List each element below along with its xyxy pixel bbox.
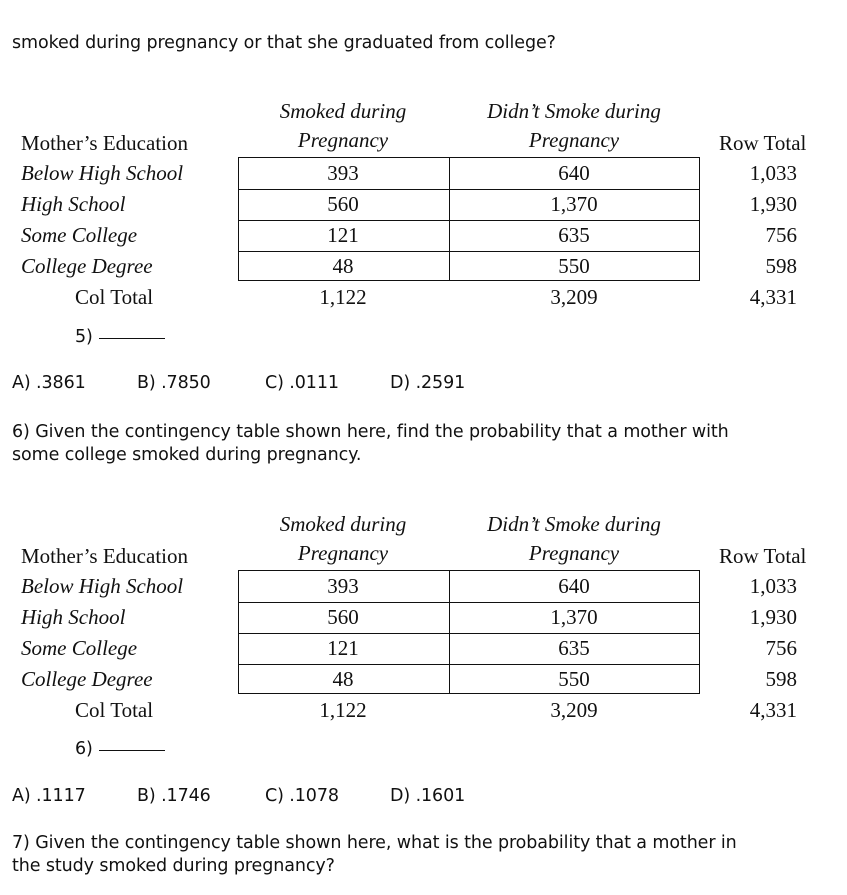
q5-answer-blank[interactable] bbox=[99, 338, 165, 339]
cell-row-total: 1,930 bbox=[749, 605, 797, 629]
q5-choice-a[interactable]: A) .3861 bbox=[12, 373, 86, 393]
contingency-table-2 bbox=[0, 510, 847, 725]
grid-row-line bbox=[239, 633, 699, 634]
cell-didnt: 640 bbox=[558, 161, 590, 185]
contingency-table-1 bbox=[0, 97, 847, 312]
q6-choice-d[interactable]: D) .1601 bbox=[390, 786, 466, 806]
cell-smoked: 48 bbox=[332, 667, 354, 691]
cell-didnt: 1,370 bbox=[550, 192, 598, 216]
grand-total: 4,331 bbox=[749, 698, 797, 722]
row-header: Mother’s Education bbox=[21, 544, 188, 568]
row-label: High School bbox=[21, 192, 126, 216]
cell-didnt: 550 bbox=[558, 254, 590, 278]
row-label: Below High School bbox=[21, 161, 184, 185]
header-nosmoke-line1: Didn’t Smoke during bbox=[487, 99, 661, 123]
row-total-header: Row Total bbox=[719, 131, 807, 155]
row-label: College Degree bbox=[21, 667, 153, 691]
q6-choice-b[interactable]: B) .1746 bbox=[137, 786, 211, 806]
q7-prompt-line2: the study smoked during pregnancy? bbox=[12, 856, 335, 876]
q5-number: 5) bbox=[75, 327, 93, 347]
q5-choice-c[interactable]: C) .0111 bbox=[265, 373, 339, 393]
cell-smoked: 393 bbox=[327, 161, 359, 185]
cell-didnt: 640 bbox=[558, 574, 590, 598]
grid-row-line bbox=[239, 602, 699, 603]
col-total-smoked: 1,122 bbox=[319, 698, 367, 722]
cell-row-total: 598 bbox=[765, 667, 797, 691]
q5-choice-b[interactable]: B) .7850 bbox=[137, 373, 211, 393]
row-header: Mother’s Education bbox=[21, 131, 188, 155]
row-total-header: Row Total bbox=[719, 544, 807, 568]
row-label: Some College bbox=[21, 636, 138, 660]
header-smoked-line2: Pregnancy bbox=[297, 128, 389, 152]
header-smoked-line1: Smoked during bbox=[279, 99, 407, 123]
q5-choice-d[interactable]: D) .2591 bbox=[390, 373, 466, 393]
header-nosmoke-line2: Pregnancy bbox=[528, 541, 620, 565]
grand-total: 4,331 bbox=[749, 285, 797, 309]
q6-choice-a[interactable]: A) .1117 bbox=[12, 786, 86, 806]
grid-row-line bbox=[239, 220, 699, 221]
row-label: Some College bbox=[21, 223, 138, 247]
cell-smoked: 393 bbox=[327, 574, 359, 598]
cell-didnt: 635 bbox=[558, 223, 590, 247]
header-nosmoke-line2: Pregnancy bbox=[528, 128, 620, 152]
grid-row-line bbox=[239, 251, 699, 252]
header-smoked-line2: Pregnancy bbox=[297, 541, 389, 565]
row-label: Below High School bbox=[21, 574, 184, 598]
grid-row-line bbox=[239, 189, 699, 190]
q5-prompt-tail: smoked during pregnancy or that she graduated from college? bbox=[12, 33, 556, 53]
col-total-label: Col Total bbox=[75, 698, 154, 722]
col-total-didnt: 3,209 bbox=[550, 285, 598, 309]
q6-number: 6) bbox=[75, 739, 93, 759]
q5-answer-line bbox=[75, 327, 165, 347]
cell-didnt: 550 bbox=[558, 667, 590, 691]
cell-row-total: 756 bbox=[765, 223, 797, 247]
cell-smoked: 121 bbox=[327, 223, 359, 247]
cell-row-total: 1,033 bbox=[749, 161, 797, 185]
cell-didnt: 635 bbox=[558, 636, 590, 660]
header-smoked-line1: Smoked during bbox=[279, 512, 407, 536]
q6-prompt-line1: 6) Given the contingency table shown here, find the probability that a mother with bbox=[12, 422, 729, 442]
q6-prompt-line2: some college smoked during pregnancy. bbox=[12, 445, 362, 465]
cell-row-total: 756 bbox=[765, 636, 797, 660]
cell-smoked: 121 bbox=[327, 636, 359, 660]
q6-choice-c[interactable]: C) .1078 bbox=[265, 786, 339, 806]
header-nosmoke-line1: Didn’t Smoke during bbox=[487, 512, 661, 536]
cell-smoked: 48 bbox=[332, 254, 354, 278]
col-total-didnt: 3,209 bbox=[550, 698, 598, 722]
cell-smoked: 560 bbox=[327, 192, 359, 216]
q7-prompt-line1: 7) Given the contingency table shown here, what is the probability that a mother in bbox=[12, 833, 737, 853]
grid-row-line bbox=[239, 664, 699, 665]
col-total-smoked: 1,122 bbox=[319, 285, 367, 309]
col-total-label: Col Total bbox=[75, 285, 154, 309]
cell-row-total: 598 bbox=[765, 254, 797, 278]
cell-row-total: 1,930 bbox=[749, 192, 797, 216]
cell-smoked: 560 bbox=[327, 605, 359, 629]
cell-row-total: 1,033 bbox=[749, 574, 797, 598]
cell-didnt: 1,370 bbox=[550, 605, 598, 629]
q6-answer-line bbox=[75, 739, 165, 759]
q6-answer-blank[interactable] bbox=[99, 750, 165, 751]
row-label: High School bbox=[21, 605, 126, 629]
row-label: College Degree bbox=[21, 254, 153, 278]
